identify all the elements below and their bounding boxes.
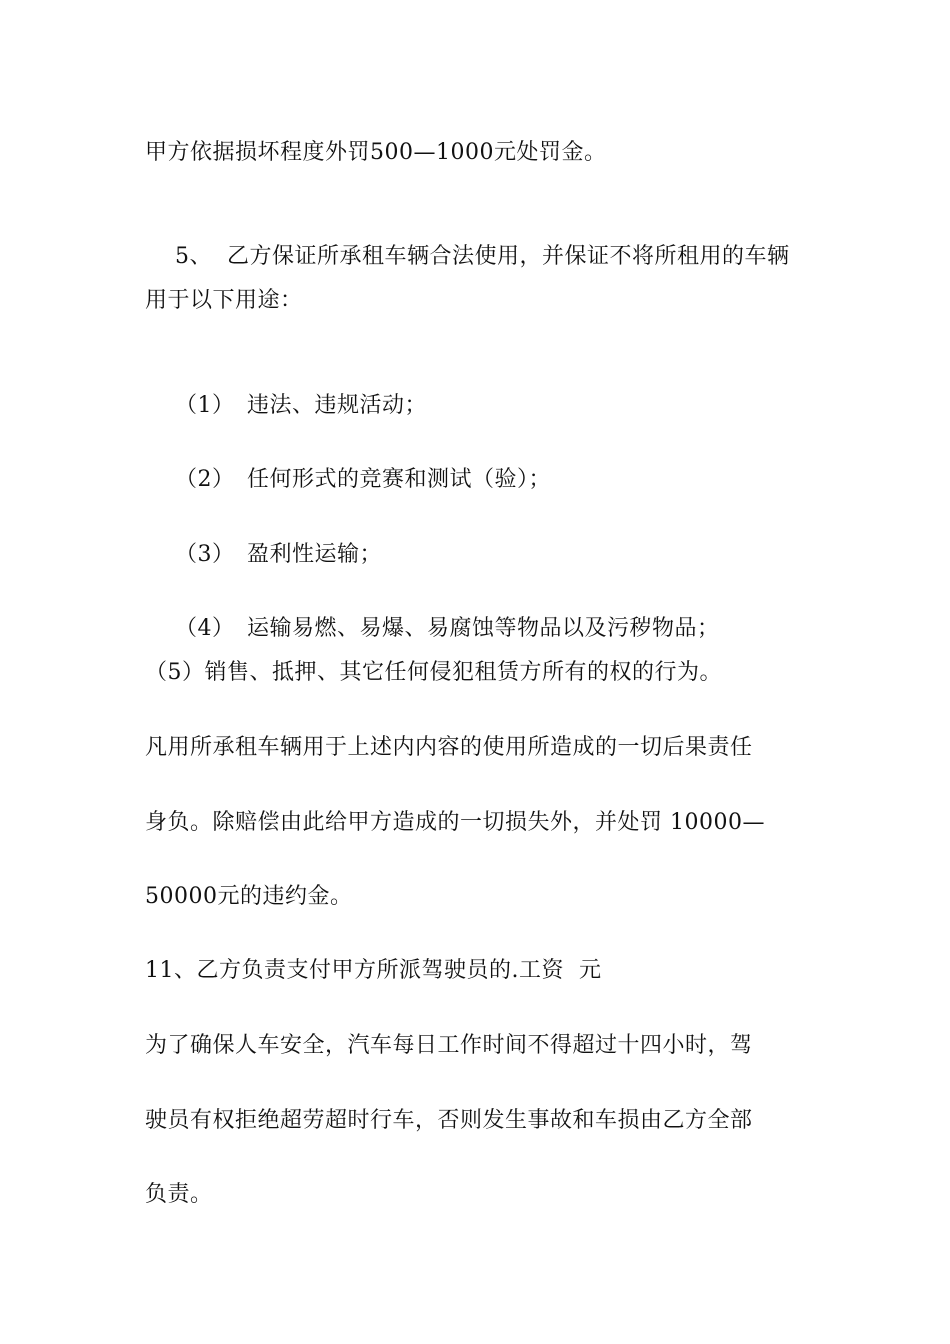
- list-item-text: 违法、违规活动；: [246, 393, 427, 418]
- paragraph-line: 驶员有权拒绝超劳超时行车，否则发生事故和车损由乙方全部: [145, 1108, 753, 1133]
- list-item-number: （2）: [174, 467, 235, 492]
- list-item-number: （1）: [174, 393, 235, 418]
- paragraph-line: 用于以下用途：: [145, 288, 303, 313]
- list-item-text: 盈利性运输；: [246, 542, 382, 567]
- paragraph-line: 11、乙方负责支付甲方所派驾驶员的.工资 元: [145, 958, 602, 983]
- section-number: 5、: [174, 244, 212, 269]
- list-item-number: （4）: [174, 616, 235, 641]
- paragraph-line: 负责。: [145, 1182, 213, 1207]
- paragraph-line: 50000元的违约金。: [145, 884, 353, 909]
- paragraph-line: 凡用所承租车辆用于上述内内容的使用所造成的一切后果责任: [145, 735, 753, 760]
- paragraph-line: 为了确保人车安全，汽车每日工作时间不得超过十四小时，驾: [145, 1033, 753, 1058]
- list-item-number: （3）: [174, 542, 235, 567]
- list-item-text: 运输易燃、易爆、易腐蚀等物品以及污秽物品；: [246, 616, 720, 641]
- list-item: （5）销售、抵押、其它任何侵犯租赁方所有的权的行为。: [145, 660, 722, 685]
- paragraph-line: 身负。除赔偿由此给甲方造成的一切损失外，并处罚 10000—: [145, 810, 765, 835]
- section-text: 乙方保证所承租车辆合法使用，并保证不将所租用的车辆: [226, 244, 790, 269]
- list-item-text: 任何形式的竞赛和测试（验）；: [246, 467, 551, 492]
- paragraph-line: 甲方依据损坏程度外罚500—1000元处罚金。: [145, 140, 607, 165]
